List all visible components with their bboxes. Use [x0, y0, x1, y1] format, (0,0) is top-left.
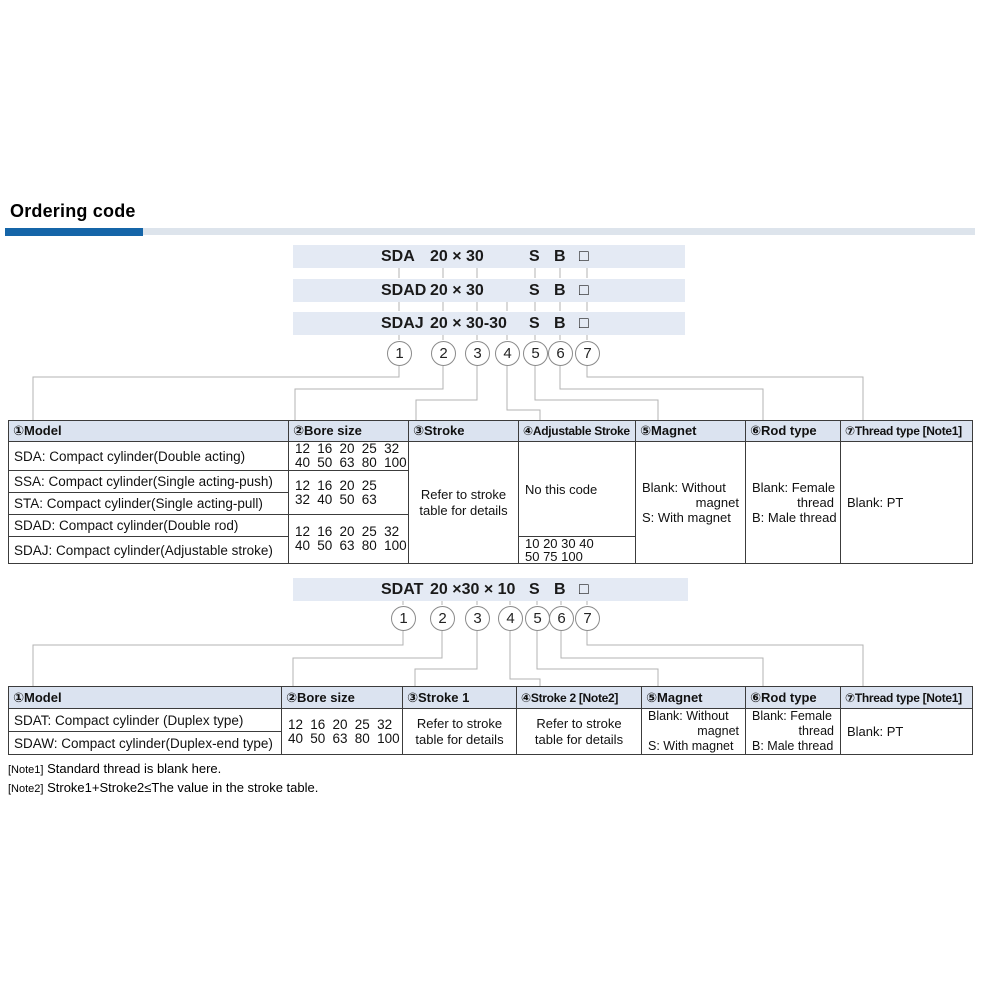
circle-marker-4: 4 — [495, 341, 520, 366]
bore-cell: 12 16 20 25 32 40 50 63 80 100 — [289, 515, 409, 564]
model-cell: STA: Compact cylinder(Single acting-pull) — [9, 493, 289, 515]
header-rod-type: ⑥Rod type — [746, 687, 841, 709]
adjustable-stroke-cell: No this code — [519, 442, 636, 537]
page-title: Ordering code — [10, 201, 136, 221]
model-cell: SDAT: Compact cylinder (Duplex type) — [9, 709, 282, 732]
circle-marker-1: 1 — [391, 606, 416, 631]
header-rod-type: ⑥Rod type — [746, 421, 841, 442]
rod-type-cell: Blank: Female thread B: Male thread — [746, 709, 841, 755]
rod-type-cell: Blank: Female thread B: Male thread — [746, 442, 841, 564]
circle-marker-3: 3 — [465, 341, 490, 366]
model-cell: SSA: Compact cylinder(Single acting-push) — [9, 471, 289, 493]
bore-stroke-code: 20 × 30-30 — [430, 315, 507, 332]
rod-code: B — [554, 581, 566, 598]
model-code: SDA — [381, 248, 415, 265]
model-code: SDAT — [381, 581, 424, 598]
bore-stroke-code: 20 × 30 — [430, 248, 484, 265]
header-stroke: ③Stroke — [409, 421, 519, 442]
header-stroke1: ③Stroke 1 — [403, 687, 517, 709]
note-1-label: [Note1] — [8, 764, 44, 776]
rod-code: B — [554, 248, 566, 265]
model-cell: SDAJ: Compact cylinder(Adjustable stroke) — [9, 537, 289, 564]
header-adjustable-stroke: ④Adjustable Stroke — [519, 421, 636, 442]
bore-cell: 12 16 20 25 32 40 50 63 — [289, 471, 409, 515]
header-magnet: ⑤Magnet — [642, 687, 746, 709]
title-underline-accent — [5, 228, 143, 236]
thread-blank-box: □ — [579, 282, 589, 299]
header-model: ①Model — [9, 421, 289, 442]
ordering-table-1 — [8, 420, 973, 564]
thread-type-cell: Blank: PT — [841, 709, 973, 755]
code-bar-sdat — [293, 578, 688, 601]
circle-marker-6: 6 — [548, 341, 573, 366]
circle-marker-1: 1 — [387, 341, 412, 366]
ordering-table-2 — [8, 686, 973, 755]
circle-marker-5: 5 — [525, 606, 550, 631]
circle-marker-2: 2 — [431, 341, 456, 366]
model-cell: SDA: Compact cylinder(Double acting) — [9, 442, 289, 471]
rod-code: B — [554, 315, 566, 332]
stroke2-cell: Refer to stroke table for details — [517, 709, 642, 755]
header-model: ①Model — [9, 687, 282, 709]
stroke-cell: Refer to stroke table for details — [409, 442, 519, 564]
note-1 — [8, 761, 221, 776]
header-thread-type: ⑦Thread type [Note1] — [841, 687, 973, 709]
magnet-code: S — [529, 581, 540, 598]
bore-cell: 12 16 20 25 32 40 50 63 80 100 — [289, 442, 409, 471]
code-bar-sdad — [293, 279, 685, 302]
title-underline-light — [143, 228, 975, 235]
model-code: SDAJ — [381, 315, 424, 332]
header-bore-size: ②Bore size — [289, 421, 409, 442]
magnet-code: S — [529, 248, 540, 265]
circle-marker-6: 6 — [549, 606, 574, 631]
circle-marker-2: 2 — [430, 606, 455, 631]
magnet-code: S — [529, 315, 540, 332]
thread-type-cell: Blank: PT — [841, 442, 973, 564]
circle-marker-7: 7 — [575, 341, 600, 366]
circle-marker-7: 7 — [575, 606, 600, 631]
note-2 — [8, 780, 318, 795]
note-2-text: Stroke1+Stroke2≤The value in the stroke table. — [47, 780, 319, 795]
circle-marker-3: 3 — [465, 606, 490, 631]
code-bar-sda — [293, 245, 685, 268]
thread-blank-box: □ — [579, 248, 589, 265]
rod-code: B — [554, 282, 566, 299]
magnet-code: S — [529, 282, 540, 299]
magnet-cell: Blank: Without magnet S: With magnet — [636, 442, 746, 564]
thread-blank-box: □ — [579, 315, 589, 332]
circle-marker-5: 5 — [523, 341, 548, 366]
header-stroke2: ④Stroke 2 [Note2] — [517, 687, 642, 709]
bore-stroke-code: 20 ×30 × 10 — [430, 581, 516, 598]
header-thread-type: ⑦Thread type [Note1] — [841, 421, 973, 442]
magnet-cell: Blank: Without magnet S: With magnet — [642, 709, 746, 755]
model-code: SDAD — [381, 282, 427, 299]
adjustable-stroke-values-cell: 10 20 30 40 50 75 100 — [519, 537, 636, 564]
circle-marker-4: 4 — [498, 606, 523, 631]
model-cell: SDAD: Compact cylinder(Double rod) — [9, 515, 289, 537]
bore-cell: 12 16 20 25 32 40 50 63 80 100 — [282, 709, 403, 755]
note-1-text: Standard thread is blank here. — [47, 761, 222, 776]
thread-blank-box: □ — [579, 581, 589, 598]
stroke1-cell: Refer to stroke table for details — [403, 709, 517, 755]
header-bore-size: ②Bore size — [282, 687, 403, 709]
header-magnet: ⑤Magnet — [636, 421, 746, 442]
model-cell: SDAW: Compact cylinder(Duplex-end type) — [9, 732, 282, 755]
bore-stroke-code: 20 × 30 — [430, 282, 484, 299]
code-bar-sdaj — [293, 312, 685, 335]
note-2-label: [Note2] — [8, 783, 44, 795]
